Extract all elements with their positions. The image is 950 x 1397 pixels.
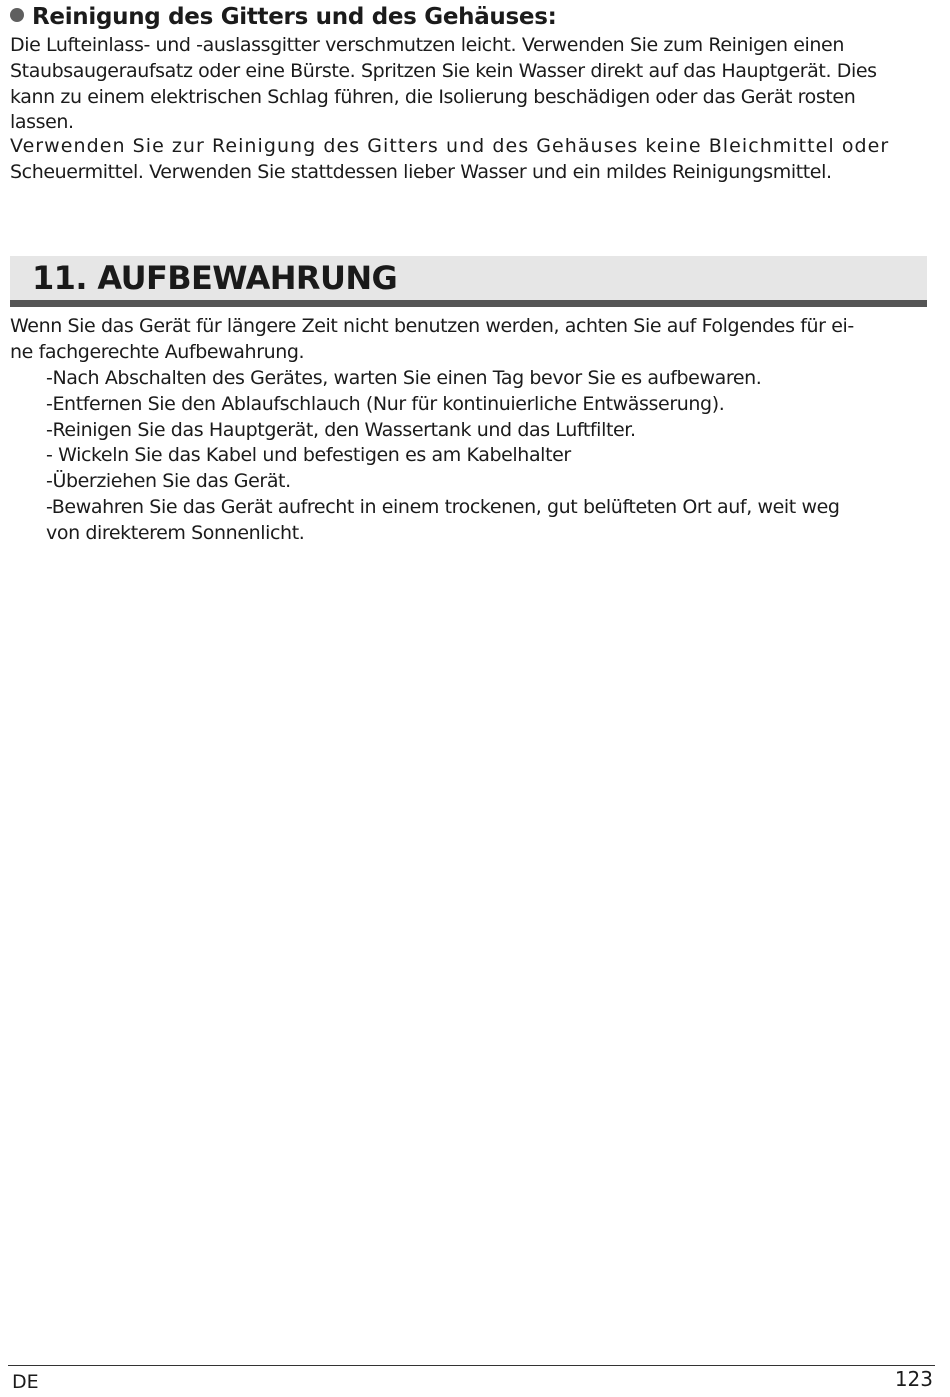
footer-divider: [8, 1365, 935, 1366]
cleaning-paragraph-2: [10, 134, 889, 186]
footer-language: DE: [12, 1371, 39, 1393]
page-number: 123: [894, 1367, 933, 1391]
cleaning-heading-text: Reinigung des Gitters und des Gehäuses:: [32, 4, 557, 30]
section-header-bar: [10, 256, 927, 307]
cleaning-paragraph-1: [10, 33, 877, 136]
text-line: kann zu einem elektrischen Schlag führen, die Isolierung beschädigen oder das Gerät rosten: [10, 85, 856, 108]
section-title: 11. AUFBEWAHRUNG: [32, 259, 398, 297]
bullet-icon: [10, 8, 24, 22]
text-line: ne fachgerechte Aufbewahrung.: [10, 340, 305, 363]
text-line: lassen.: [10, 111, 74, 134]
list-item: -Überziehen Sie das Gerät.: [46, 470, 291, 493]
list-item: -Entfernen Sie den Ablaufschlauch (Nur für kontinuierliche Entwässerung).: [46, 392, 725, 415]
list-item: -Nach Abschalten des Gerätes, warten Sie einen Tag bevor Sie es aufbewaren.: [46, 367, 762, 389]
storage-steps-list: [46, 366, 840, 547]
text-line: Scheuermittel. Verwenden Sie stattdessen lieber Wasser und ein mildes Reinigungsmittel.: [10, 160, 832, 183]
storage-intro: [10, 314, 854, 366]
list-item: -Bewahren Sie das Gerät aufrecht in einem trockenen, gut belüfteten Ort auf, weit weg: [46, 495, 840, 518]
text-line: Wenn Sie das Gerät für längere Zeit nicht benutzen werden, achten Sie auf Folgendes für ei-: [10, 315, 854, 337]
text-line: Verwenden Sie zur Reinigung des Gitters und des Gehäuses keine Bleichmittel oder: [10, 135, 890, 157]
list-item: - Wickeln Sie das Kabel und befestigen es am Kabelhalter: [46, 444, 571, 467]
text-line: Die Lufteinlass- und -auslassgitter verschmutzen leicht. Verwenden Sie zum Reinigen einen: [10, 34, 844, 56]
list-item: -Reinigen Sie das Hauptgerät, den Wassertank und das Luftfilter.: [46, 418, 636, 441]
text-line: Staubsaugeraufsatz oder eine Bürste. Spritzen Sie kein Wasser direkt auf das Hauptgerät. Dies: [10, 59, 877, 82]
cleaning-heading: [10, 3, 557, 31]
list-item: von direkterem Sonnenlicht.: [46, 521, 305, 544]
